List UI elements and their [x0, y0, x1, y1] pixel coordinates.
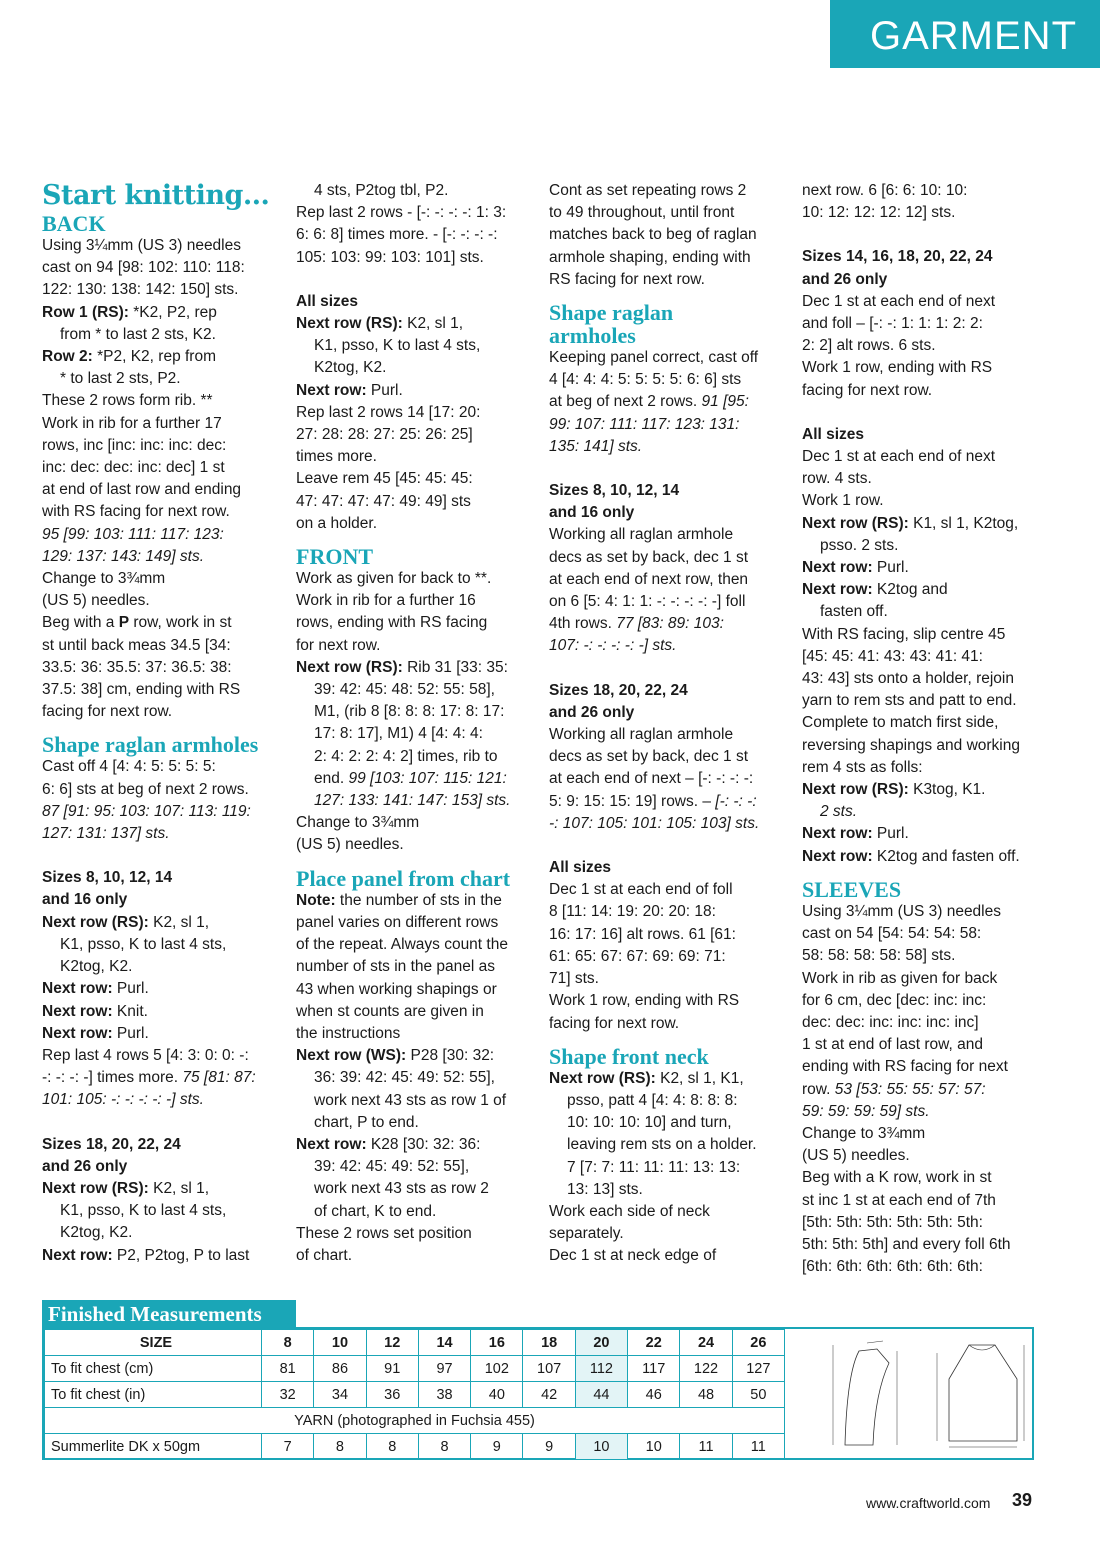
text-line: Work 1 row. [802, 492, 884, 510]
table-cell: 86 [314, 1356, 366, 1382]
finished-measurements-title: Finished Measurements [42, 1300, 296, 1328]
row-label: Summerlite DK x 50gm [45, 1434, 262, 1460]
text-line: decs as set by back, dec 1 st [549, 548, 749, 566]
sizes-heading: All sizes [296, 292, 359, 310]
shape-front-neck-heading: Shape front neck [549, 1043, 709, 1069]
text-line: facing for next row. [549, 1014, 680, 1032]
text-line: Next row (RS): K2, sl 1, [42, 913, 210, 931]
text-line: 127: 131: 137] sts. [42, 825, 170, 843]
sizes-heading: Sizes 8, 10, 12, 14 [42, 869, 173, 887]
table-row [45, 1434, 785, 1460]
text-line: 135: 141] sts. [549, 437, 643, 455]
table-cell: 10 [628, 1434, 680, 1460]
text-line: -: 107: 105: 101: 105: 103] sts. [549, 814, 760, 832]
table-cell: 107 [523, 1356, 575, 1382]
text-line: Cast off 4 [4: 4: 5: 5: 5: 5: [42, 758, 216, 776]
text-line: 17: 8: 17], M1) 4 [4: 4: 4: [314, 725, 483, 743]
table-cell: 81 [262, 1356, 314, 1382]
table-cell: 12 [366, 1330, 418, 1356]
text-line: Next row (RS): K2, sl 1, [42, 1179, 210, 1197]
garment-schematic [819, 1333, 1031, 1457]
text-line: when st counts are given in [296, 1002, 484, 1020]
text-line: Work 1 row, ending with RS [802, 359, 993, 377]
text-line: row. 53 [53: 55: 55: 57: 57: [802, 1080, 986, 1098]
table-cell: 50 [732, 1382, 784, 1408]
sizes-heading: All sizes [549, 859, 612, 877]
table-cell: 10 [314, 1330, 366, 1356]
text-line: [45: 45: 41: 43: 43: 41: 41: [802, 647, 983, 665]
sizes-heading: and 16 only [42, 891, 128, 909]
text-line: Cont as set repeating rows 2 [549, 182, 747, 199]
text-line: rows, ending with RS facing [296, 614, 488, 632]
text-line: 58: 58: 58: 58: 58] sts. [802, 947, 956, 965]
text-line: 122: 130: 138: 142: 150] sts. [42, 281, 239, 299]
shape-raglan-heading: Shape raglan [549, 300, 674, 326]
text-line: 16: 17: 16] alt rows. 61 [61: [549, 925, 736, 943]
sizes-heading: and 26 only [802, 270, 888, 288]
text-line: of chart. [296, 1246, 352, 1264]
text-line: 4th rows. 77 [83: 89: 103: [549, 615, 724, 633]
text-line: Next row: K28 [30: 32: 36: [296, 1135, 481, 1153]
text-line: 127: 133: 141: 147: 153] sts. [314, 792, 511, 810]
text-line: Next row (RS): K1, sl 1, K2tog, [802, 514, 1019, 532]
table-cell: 8 [418, 1434, 470, 1460]
text-line: rem 4 sts as folls: [802, 758, 923, 776]
text-line: at each end of next row, then [549, 570, 749, 588]
column-4 [802, 180, 1042, 1278]
text-line: K2tog, K2. [60, 958, 133, 976]
text-line: Work each side of neck [549, 1202, 710, 1220]
text-line: Keeping panel correct, cast off [549, 349, 759, 367]
text-line: leaving rem sts on a holder. [567, 1136, 757, 1154]
website-url: www.craftworld.com [866, 1495, 991, 1511]
text-line: Work 1 row, ending with RS [549, 992, 740, 1010]
text-line: 59: 59: 59: 59] sts. [802, 1102, 930, 1120]
text-line: Beg with a K row, work in st [802, 1169, 992, 1187]
text-line: cast on 94 [98: 102: 110: 118: [42, 259, 245, 277]
text-line: Rep last 2 rows - [-: -: -: -: 1: 3: [296, 204, 507, 222]
table-cell: 14 [418, 1330, 470, 1356]
text-line: decs as set by back, dec 1 st [549, 748, 749, 766]
text-line: next row. 6 [6: 6: 10: 10: [802, 182, 968, 199]
text-line: Work in rib for a further 17 [42, 414, 222, 432]
text-line: Rep last 2 rows 14 [17: 20: [296, 403, 481, 421]
text-line: 5th: 5th: 5th] and every foll 6th [802, 1235, 1011, 1253]
text-line: 33.5: 36: 35.5: 37: 36.5: 38: [42, 658, 232, 676]
text-line: 36: 39: 42: 45: 49: 52: 55], [314, 1069, 495, 1087]
text-line: 2: 2] alt rows. 6 sts. [802, 337, 936, 355]
text-line: 99: 107: 111: 117: 123: 131: [549, 415, 740, 433]
text-line: Note: the number of sts in the [296, 891, 502, 909]
text-line: Change to 3¾mm [42, 570, 166, 588]
text-line: Work as given for back to **. [296, 570, 492, 588]
text-line: Change to 3¾mm [802, 1124, 926, 1142]
table-cell: 11 [732, 1434, 784, 1460]
table-cell: 117 [628, 1356, 680, 1382]
sizes-heading: Sizes 8, 10, 12, 14 [549, 482, 680, 500]
table-row [45, 1356, 785, 1382]
text-line: Next row: Purl. [296, 381, 403, 399]
text-line: at beg of next 2 rows. 91 [95: [549, 393, 749, 411]
table-row [45, 1408, 785, 1434]
text-line: Rep last 4 rows 5 [4: 3: 0: 0: -: [42, 1046, 249, 1064]
text-line: 37.5: 38] cm, ending with RS [42, 681, 241, 699]
text-line: -: -: -: -] times more. 75 [81: 87: [42, 1069, 256, 1087]
text-line: 47: 47: 47: 47: 49: 49] sts [296, 492, 471, 510]
text-line: K1, psso, K to last 4 sts, [60, 1202, 227, 1220]
text-line: 71] sts. [549, 970, 599, 988]
table-cell: 44 [575, 1382, 627, 1408]
table-cell: 36 [366, 1382, 418, 1408]
text-line: the instructions [296, 1024, 401, 1042]
text-line: 87 [91: 95: 103: 107: 113: 119: [42, 802, 251, 820]
text-line: With RS facing, slip centre 45 [802, 625, 1006, 643]
text-line: armhole shaping, ending with [549, 248, 751, 266]
sleeve-schematic [845, 1341, 889, 1445]
row-label: To fit chest (in) [45, 1382, 262, 1408]
text-line: 61: 65: 67: 67: 69: 69: 71: [549, 947, 726, 965]
yarn-label: YARN (photographed in Fuchsia 455) [45, 1408, 785, 1434]
shape-raglan-heading: Shape raglan armholes [42, 732, 259, 758]
text-line: Next row: K2tog and fasten off. [802, 847, 1020, 865]
text-line: st until back meas 34.5 [34: [42, 636, 231, 654]
text-line: and foll – [-: -: 1: 1: 1: 2: 2: [802, 315, 983, 333]
table-row [45, 1330, 785, 1356]
page-number: 39 [1012, 1490, 1033, 1510]
text-line: 43 when working shapings or [296, 980, 497, 998]
text-line: 10: 12: 12: 12: 12] sts. [802, 204, 956, 222]
table-cell: 10 [575, 1434, 627, 1460]
shape-raglan-heading: armholes [549, 323, 636, 349]
text-line: Next row: Purl. [42, 980, 149, 998]
text-line: Working all raglan armhole [549, 526, 734, 544]
text-line: on a holder. [296, 514, 378, 532]
section-tab [830, 0, 1100, 68]
text-line: 27: 28: 28: 27: 25: 26: 25] [296, 426, 473, 444]
table-cell: 11 [680, 1434, 732, 1460]
table-cell: 16 [471, 1330, 523, 1356]
text-line: Next row: Purl. [802, 559, 909, 577]
text-line: Next row (RS): K2, sl 1, [296, 315, 464, 333]
text-line: Next row (WS): P28 [30: 32: [296, 1047, 495, 1065]
text-line: facing for next row. [802, 381, 933, 399]
table-cell: 127 [732, 1356, 784, 1382]
text-line: of the repeat. Always count the [296, 936, 508, 954]
text-line: [5th: 5th: 5th: 5th: 5th: 5th: [802, 1213, 983, 1231]
text-line: 13: 13] sts. [567, 1180, 643, 1198]
text-line: 39: 42: 45: 49: 52: 55], [314, 1158, 470, 1176]
text-line: from * to last 2 sts, K2. [60, 325, 216, 343]
text-line: K1, psso, K to last 4 sts, [314, 337, 481, 355]
table-cell: 32 [262, 1382, 314, 1408]
text-line: 4 sts, P2tog tbl, P2. [314, 182, 449, 199]
text-line: (US 5) needles. [802, 1147, 910, 1165]
sizes-heading: Sizes 18, 20, 22, 24 [42, 1135, 181, 1153]
text-line: 101: 105: -: -: -: -: -] sts. [42, 1091, 204, 1109]
measurements-box [42, 1327, 1034, 1460]
text-line: number of sts in the panel as [296, 958, 496, 976]
text-line: Beg with a P row, work in st [42, 614, 232, 632]
text-line: separately. [549, 1225, 624, 1243]
text-line: reversing shapings and working [802, 736, 1020, 754]
text-line: (US 5) needles. [296, 836, 404, 854]
table-cell: 24 [680, 1330, 732, 1356]
text-line: inc: dec: dec: inc: dec] 1 st [42, 459, 225, 477]
text-line: Next row: Purl. [42, 1024, 149, 1042]
measurements-table [44, 1329, 785, 1460]
text-line: 8 [11: 14: 19: 20: 20: 18: [549, 903, 716, 921]
text-line: Complete to match first side, [802, 714, 999, 732]
text-line: These 2 rows set position [296, 1224, 472, 1242]
table-cell: 18 [523, 1330, 575, 1356]
text-line: Work in rib for a further 16 [296, 592, 476, 610]
text-line: These 2 rows form rib. ** [42, 392, 213, 410]
sizes-heading: and 26 only [549, 703, 635, 721]
text-line: 1 st at end of last row, and [802, 1036, 983, 1054]
back-heading: BACK [42, 211, 106, 236]
text-line: with RS facing for next row. [42, 503, 230, 521]
text-line: cast on 54 [54: 54: 54: 58: [802, 925, 982, 943]
text-line: 7 [7: 7: 11: 11: 11: 13: 13: [567, 1158, 741, 1176]
table-cell: 38 [418, 1382, 470, 1408]
text-line: at each end of next – [-: -: -: -: [549, 770, 754, 788]
text-line: Working all raglan armhole [549, 726, 734, 744]
text-line: Next row (RS): K3tog, K1. [802, 781, 986, 799]
column-3 [549, 180, 789, 1268]
column-2 [296, 180, 536, 1267]
text-line: * to last 2 sts, P2. [60, 370, 181, 388]
text-line: psso, patt 4 [4: 4: 8: 8: 8: [567, 1091, 738, 1109]
text-line: 10: 10: 10: 10] and turn, [567, 1114, 732, 1132]
body-schematic [949, 1345, 1017, 1441]
text-line: Row 2: *P2, K2, rep from [42, 348, 217, 366]
table-cell: 97 [418, 1356, 470, 1382]
text-line: Work in rib as given for back [802, 969, 998, 987]
text-line: 6: 6] sts at beg of next 2 rows. [42, 780, 249, 798]
table-cell: 42 [523, 1382, 575, 1408]
text-line: Dec 1 st at each end of next [802, 448, 996, 466]
text-line: K2tog, K2. [60, 1224, 133, 1242]
text-line: Leave rem 45 [45: 45: 45: [296, 470, 473, 488]
text-line: rows, inc [inc: inc: inc: dec: [42, 436, 227, 454]
text-line: 95 [99: 103: 111: 117: 123: [42, 525, 224, 543]
table-cell: 48 [680, 1382, 732, 1408]
text-line: panel varies on different rows [296, 913, 499, 931]
text-line: end. 99 [103: 107: 115: 121: [314, 769, 507, 787]
text-line: 2 sts. [820, 803, 858, 821]
text-line: Using 3¼mm (US 3) needles [802, 902, 1001, 920]
sizes-heading: and 26 only [42, 1157, 128, 1175]
text-line: 39: 42: 45: 48: 52: 55: 58], [314, 681, 495, 699]
text-line: Next row (RS): K2, sl 1, K1, [549, 1069, 744, 1087]
text-line: 6: 6: 8] times more. - [-: -: -: -: [296, 226, 498, 244]
text-line: 129: 137: 143: 149] sts. [42, 547, 205, 565]
table-cell: 9 [523, 1434, 575, 1460]
text-line: RS facing for next row. [549, 270, 705, 288]
table-cell: 20 [575, 1330, 627, 1356]
table-cell: 7 [262, 1434, 314, 1460]
table-cell: 8 [366, 1434, 418, 1460]
text-line: work next 43 sts as row 2 [314, 1180, 489, 1198]
text-line: fasten off. [820, 603, 888, 621]
table-cell: 46 [628, 1382, 680, 1408]
text-line: chart, P to end. [314, 1113, 419, 1131]
front-heading: FRONT [296, 544, 373, 570]
text-line: 4 [4: 4: 4: 5: 5: 5: 5: 6: 6] sts [549, 371, 742, 389]
text-line: to 49 throughout, until front [549, 204, 735, 222]
table-cell: 22 [628, 1330, 680, 1356]
text-line: psso. 2 sts. [820, 536, 899, 554]
text-line: dec: dec: inc: inc: inc: inc] [802, 1013, 979, 1031]
text-line: Next row: K2tog and [802, 581, 948, 599]
text-line: for 6 cm, dec [dec: inc: inc: [802, 991, 987, 1009]
table-row [45, 1382, 785, 1408]
section-title: GARMENT [870, 14, 1077, 58]
text-line: work next 43 sts as row 1 of [314, 1091, 507, 1109]
text-line: Change to 3¾mm [296, 814, 420, 832]
text-line: times more. [296, 448, 377, 466]
text-line: st inc 1 st at each end of 7th [802, 1191, 996, 1209]
sizes-heading: Sizes 14, 16, 18, 20, 22, 24 [802, 248, 993, 266]
table-cell: 102 [471, 1356, 523, 1382]
sizes-heading: Sizes 18, 20, 22, 24 [549, 681, 688, 699]
table-cell: 112 [575, 1356, 627, 1382]
text-line: [6th: 6th: 6th: 6th: 6th: 6th: [802, 1258, 983, 1276]
column-1 [42, 180, 282, 1267]
text-line: yarn to rem sts and patt to end. [802, 692, 1017, 710]
table-cell: 34 [314, 1382, 366, 1408]
text-line: on 6 [5: 4: 1: 1: -: -: -: -: -] foll [549, 593, 746, 611]
text-line: K1, psso, K to last 4 sts, [60, 935, 227, 953]
text-line: Row 1 (RS): *K2, P2, rep [42, 303, 217, 321]
text-line: Using 3¼mm (US 3) needles [42, 237, 241, 254]
text-line: 2: 4: 2: 2: 4: 2] times, rib to [314, 747, 498, 765]
text-line: for next row. [296, 636, 381, 654]
start-knitting-title: Start knitting… [42, 180, 270, 211]
text-line: M1, (rib 8 [8: 8: 8: 17: 8: 17: [314, 703, 505, 721]
sleeves-heading: SLEEVES [802, 876, 902, 902]
text-line: ending with RS facing for next [802, 1058, 1008, 1076]
table-cell: 40 [471, 1382, 523, 1408]
text-line: Next row: P2, P2tog, P to last [42, 1246, 250, 1264]
text-line: 105: 103: 99: 103: 101] sts. [296, 248, 484, 266]
row-label: SIZE [45, 1330, 262, 1356]
table-cell: 8 [262, 1330, 314, 1356]
text-line: K2tog, K2. [314, 359, 387, 377]
text-line: of chart, K to end. [314, 1202, 437, 1220]
sizes-heading: and 16 only [549, 504, 635, 522]
text-line: Next row: Purl. [802, 825, 909, 843]
table-cell: 8 [314, 1434, 366, 1460]
text-line: 107: -: -: -: -: -] sts. [549, 637, 677, 655]
text-line: Next row: Knit. [42, 1002, 148, 1020]
table-cell: 9 [471, 1434, 523, 1460]
row-label: To fit chest (cm) [45, 1356, 262, 1382]
table-cell: 26 [732, 1330, 784, 1356]
text-line: Dec 1 st at each end of next [802, 292, 996, 310]
text-line: (US 5) needles. [42, 592, 150, 610]
text-line: at end of last row and ending [42, 481, 242, 499]
text-line: Next row (RS): Rib 31 [33: 35: [296, 658, 508, 676]
text-line: row. 4 sts. [802, 470, 872, 488]
text-line: matches back to beg of raglan [549, 226, 757, 244]
place-panel-heading: Place panel from chart [296, 865, 511, 891]
table-cell: 91 [366, 1356, 418, 1382]
sizes-heading: All sizes [802, 425, 865, 443]
text-line: facing for next row. [42, 703, 173, 721]
table-cell: 122 [680, 1356, 732, 1382]
text-line: 43: 43] sts onto a holder, rejoin [802, 670, 1014, 688]
text-line: Dec 1 st at neck edge of [549, 1247, 717, 1265]
text-line: Dec 1 st at each end of foll [549, 881, 733, 899]
text-line: 5: 9: 15: 15: 19] rows. – [-: -: -: [549, 792, 757, 810]
